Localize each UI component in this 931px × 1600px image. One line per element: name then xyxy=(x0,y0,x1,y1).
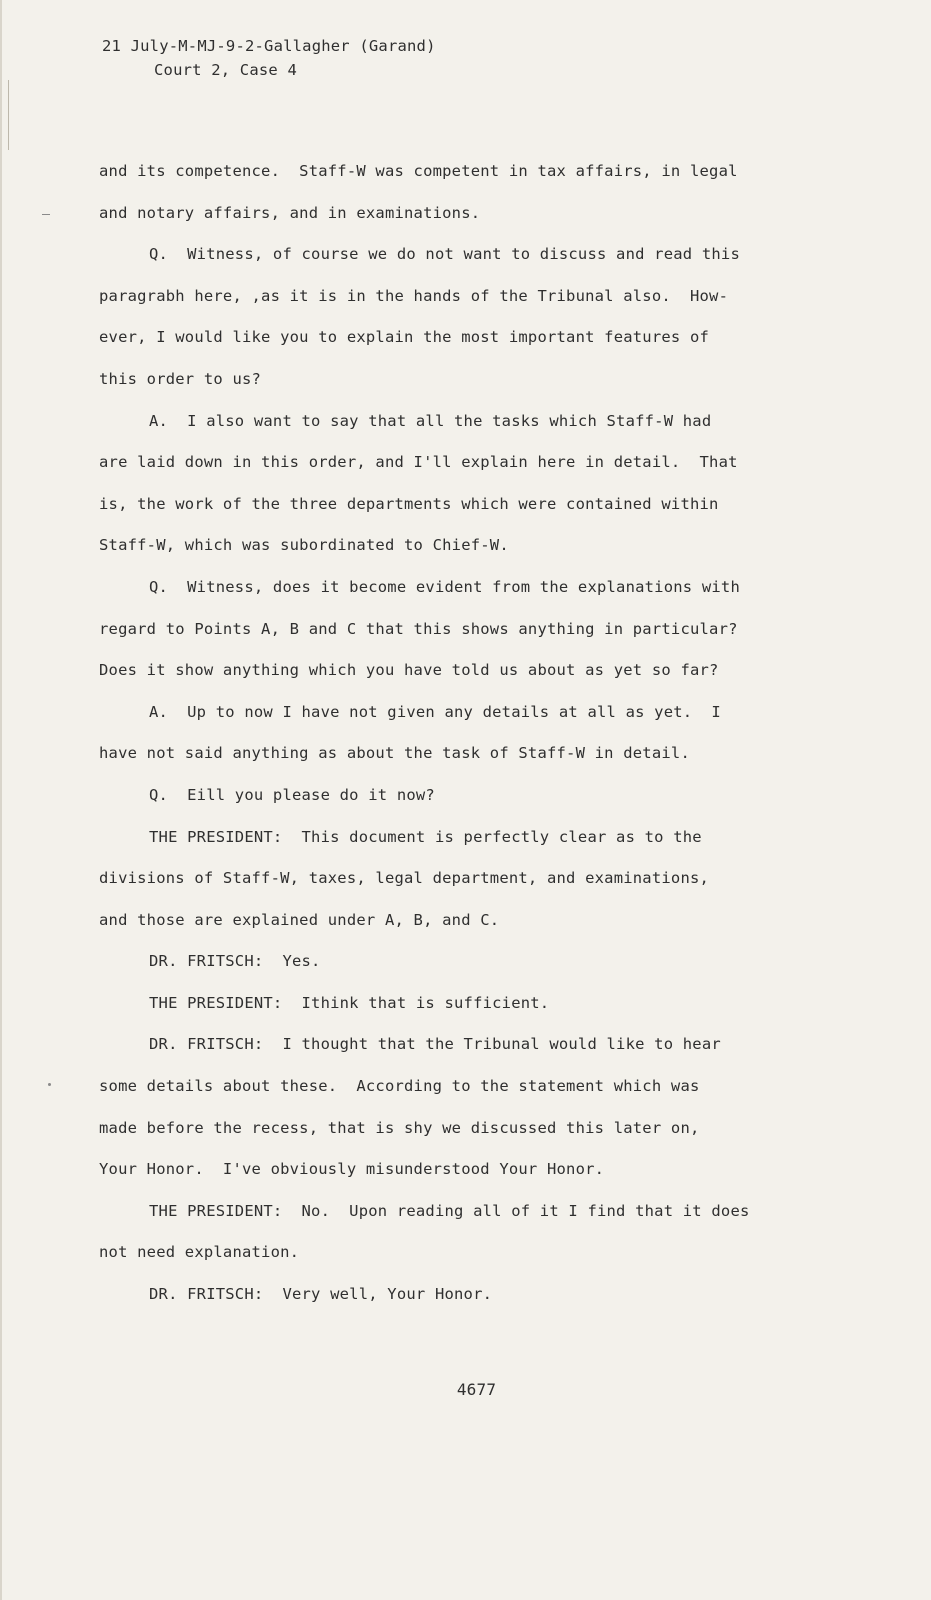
document-header xyxy=(102,34,436,82)
transcript-line: THE PRESIDENT: This document is perfectly clear as to the xyxy=(149,827,702,846)
transcript-line: regard to Points A, B and C that this shows anything in particular? xyxy=(99,619,738,638)
transcript-line: and notary affairs, and in examinations. xyxy=(99,203,481,222)
transcript-line: Your Honor. I've obviously misunderstood Your Honor. xyxy=(99,1160,605,1179)
transcript-line: and those are explained under A, B, and C. xyxy=(99,910,500,929)
transcript-line: some details about these. According to the statement which was xyxy=(99,1077,700,1096)
transcript-line: DR. FRITSCH: Very well, Your Honor. xyxy=(149,1285,493,1304)
transcript-line: DR. FRITSCH: I thought that the Tribunal would like to hear xyxy=(149,1035,721,1054)
header-session-line: 21 July-M-MJ-9-2-Gallagher (Garand) xyxy=(102,37,436,55)
transcript-line: made before the recess, that is shy we discussed this later on, xyxy=(99,1118,700,1137)
transcript-line: have not said anything as about the task of Staff-W in detail. xyxy=(99,744,690,763)
transcript-line: ever, I would like you to explain the most important features of xyxy=(99,328,710,347)
margin-dot-mark xyxy=(48,1083,51,1086)
transcript-line: Staff-W, which was subordinated to Chief-W. xyxy=(99,536,509,555)
transcript-line: A. Up to now I have not given any details at all as yet. I xyxy=(149,702,721,721)
transcript-line: this order to us? xyxy=(99,369,262,388)
transcript-line: Q. Witness, does it become evident from the explanations with xyxy=(149,577,740,596)
transcript-body xyxy=(99,158,899,1323)
transcript-line: THE PRESIDENT: Ithink that is sufficient. xyxy=(149,993,550,1012)
header-court-line: Court 2, Case 4 xyxy=(154,61,297,79)
transcript-line: A. I also want to say that all the tasks which Staff-W had xyxy=(149,411,712,430)
transcript-line: not need explanation. xyxy=(99,1243,300,1262)
transcript-line: THE PRESIDENT: No. Upon reading all of it I find that it does xyxy=(149,1201,750,1220)
page-number: 4677 xyxy=(456,1380,497,1399)
page-edge-crease xyxy=(8,80,9,150)
transcript-line: Q. Eill you please do it now? xyxy=(149,785,435,804)
transcript-line: and its competence. Staff-W was competent in tax affairs, in legal xyxy=(99,162,738,180)
transcript-line: divisions of Staff-W, taxes, legal department, and examinations, xyxy=(99,869,710,888)
transcript-line: Does it show anything which you have told us about as yet so far? xyxy=(99,661,719,680)
margin-dash-mark xyxy=(42,214,50,215)
transcript-line: Q. Witness, of course we do not want to discuss and read this xyxy=(149,245,740,264)
transcript-line: DR. FRITSCH: Yes. xyxy=(149,952,321,971)
transcript-line: paragrabh here, ,as it is in the hands of the Tribunal also. How- xyxy=(99,286,729,305)
transcript-line: are laid down in this order, and I'll explain here in detail. That xyxy=(99,453,738,472)
transcript-line: is, the work of the three departments which were contained within xyxy=(99,494,719,513)
